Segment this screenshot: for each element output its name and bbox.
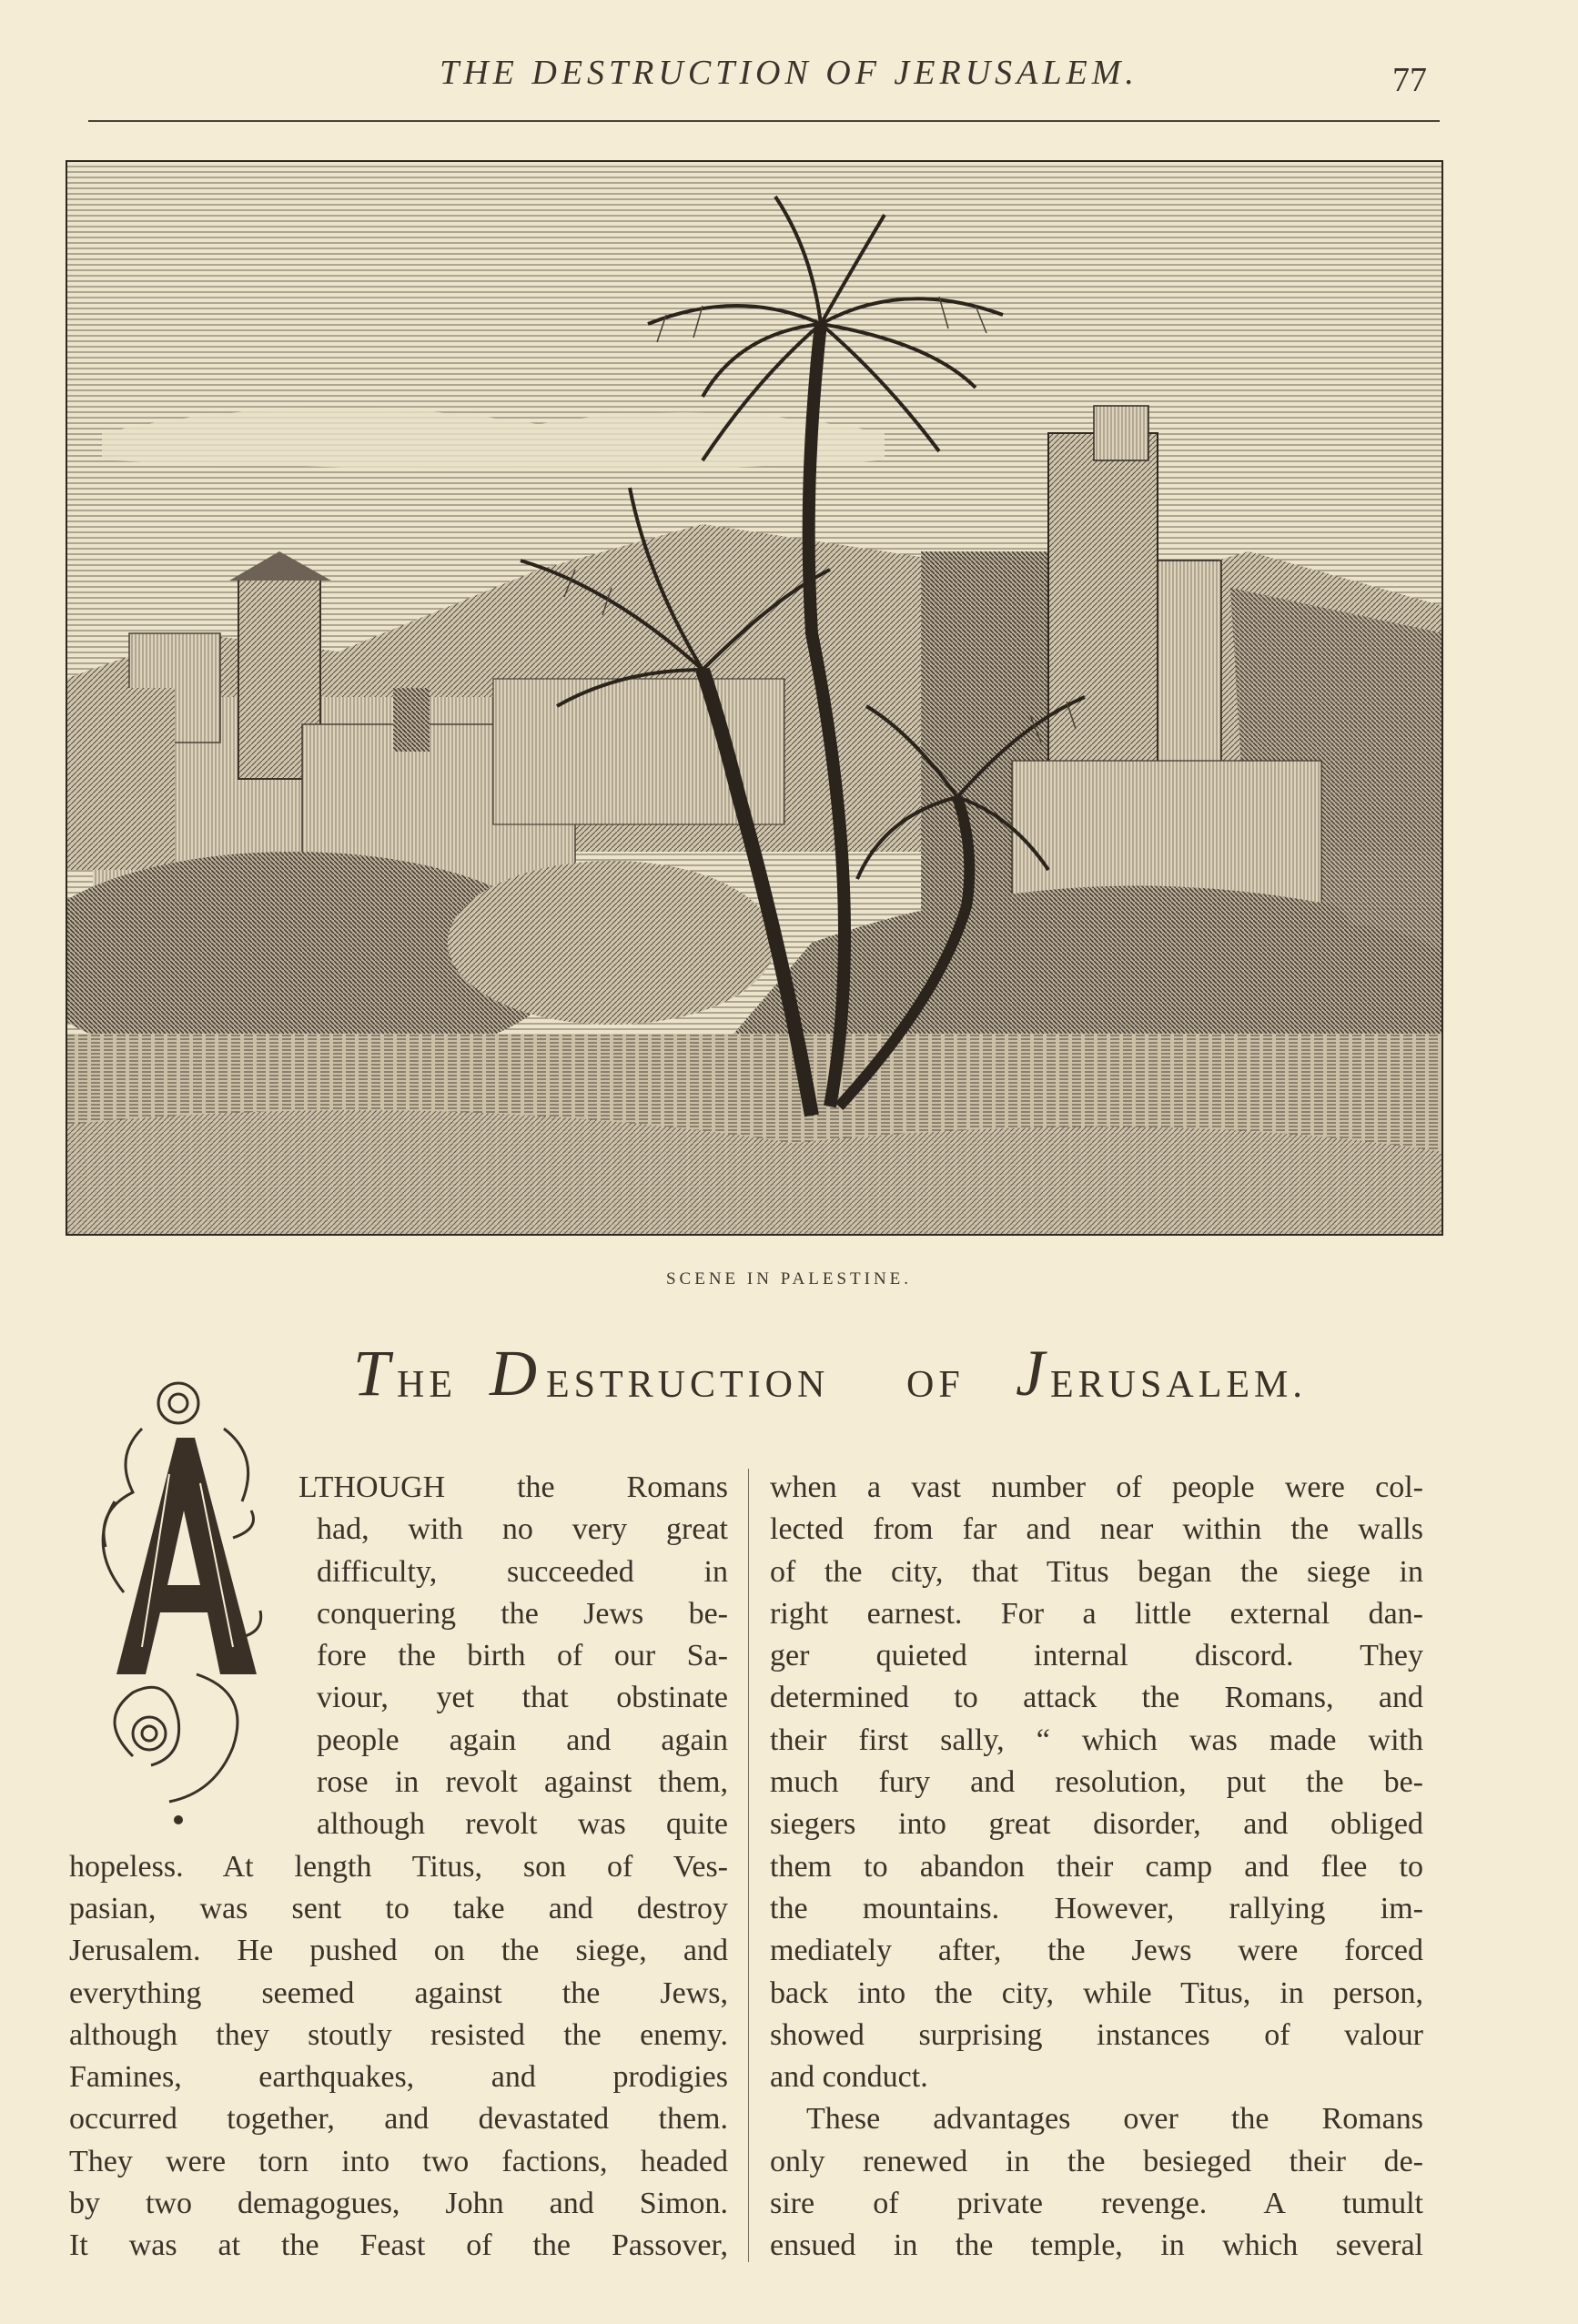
illustration-caption: SCENE IN PALESTINE. (665, 1269, 913, 1288)
text-line: ensued in the temple, in which several (770, 2228, 1423, 2263)
header-rule (88, 120, 1440, 122)
text-line: although they stoutly resisted the enemy. (69, 2017, 728, 2052)
text-line: back into the city, while Titus, in person, (770, 1975, 1423, 2010)
text-line: only renewed in the besieged their de- (770, 2144, 1423, 2178)
text-line: siegers into great disorder, and obliged (770, 1807, 1423, 1842)
title-initial-j: J (1016, 1337, 1045, 1410)
text-line: right earnest. For a little external dan- (770, 1596, 1423, 1631)
text-line: when a vast number of people were col- (770, 1470, 1423, 1504)
text-line: occurred together, and devastated them. (69, 2102, 728, 2137)
text-line: ger quieted internal discord. They (770, 1639, 1423, 1673)
text-line: the mountains. However, rallying im- (770, 1891, 1423, 1925)
title-word-destruction: ESTRUCTION (546, 1364, 830, 1406)
text-line: hopeless. At length Titus, son of Ves- (69, 1849, 728, 1884)
text-line: by two demagogues, John and Simon. (69, 2187, 728, 2221)
text-line: and conduct. (770, 2060, 928, 2095)
title-word-of: OF (906, 1364, 965, 1406)
column-divider (748, 1469, 749, 2262)
running-title: THE DESTRUCTION OF JERUSALEM. (440, 54, 1138, 92)
text-line: of the city, that Titus began the siege in (770, 1554, 1423, 1589)
text-line: determined to attack the Romans, and (770, 1681, 1423, 1715)
text-line: showed surprising instances of valour (770, 2017, 1423, 2052)
text-line: their first sally, “ which was made with (770, 1723, 1423, 1757)
title-initial-d: D (490, 1337, 537, 1410)
text-line: although revolt was quite (317, 1807, 728, 1842)
text-line: rose in revolt against them, (317, 1765, 728, 1800)
text-line: them to abandon their camp and flee to (770, 1849, 1423, 1884)
chapter-title (335, 1336, 1363, 1427)
page-number: 77 (1392, 61, 1427, 99)
text-line: everything seemed against the Jews, (69, 1975, 728, 2010)
text-line: Jerusalem. He pushed on the siege, and (69, 1934, 728, 1968)
title-word-jerusalem: ERUSALEM. (1050, 1364, 1307, 1406)
text-line: difficulty, succeeded in (317, 1554, 728, 1589)
text-line: fore the birth of our Sa- (317, 1639, 728, 1673)
text-line: LTHOUGH the Romans (298, 1470, 728, 1504)
text-line: mediately after, the Jews were forced (770, 1934, 1423, 1968)
text-line: sire of private revenge. A tumult (770, 2187, 1423, 2221)
palestine-engraving (66, 160, 1443, 1236)
body-column-left (69, 1467, 728, 2268)
text-line: They were torn into two factions, headed (69, 2144, 728, 2178)
text-line: Famines, earthquakes, and prodigies (69, 2060, 728, 2095)
text-line: It was at the Feast of the Passover, (69, 2228, 728, 2263)
body-column-right (770, 1467, 1423, 2268)
text-line: lected from far and near within the walls (770, 1512, 1423, 1547)
text-line: viour, yet that obstinate (317, 1681, 728, 1715)
title-initial-t: T (353, 1337, 390, 1410)
text-line: These advantages over the Romans (806, 2102, 1423, 2137)
text-line: had, with no very great (317, 1512, 728, 1547)
text-line: people again and again (317, 1723, 728, 1757)
text-line: much fury and resolution, put the be- (770, 1765, 1423, 1800)
text-line: conquering the Jews be- (317, 1596, 728, 1631)
text-line: pasian, was sent to take and destroy (69, 1891, 728, 1925)
title-word-the: HE (397, 1364, 457, 1406)
